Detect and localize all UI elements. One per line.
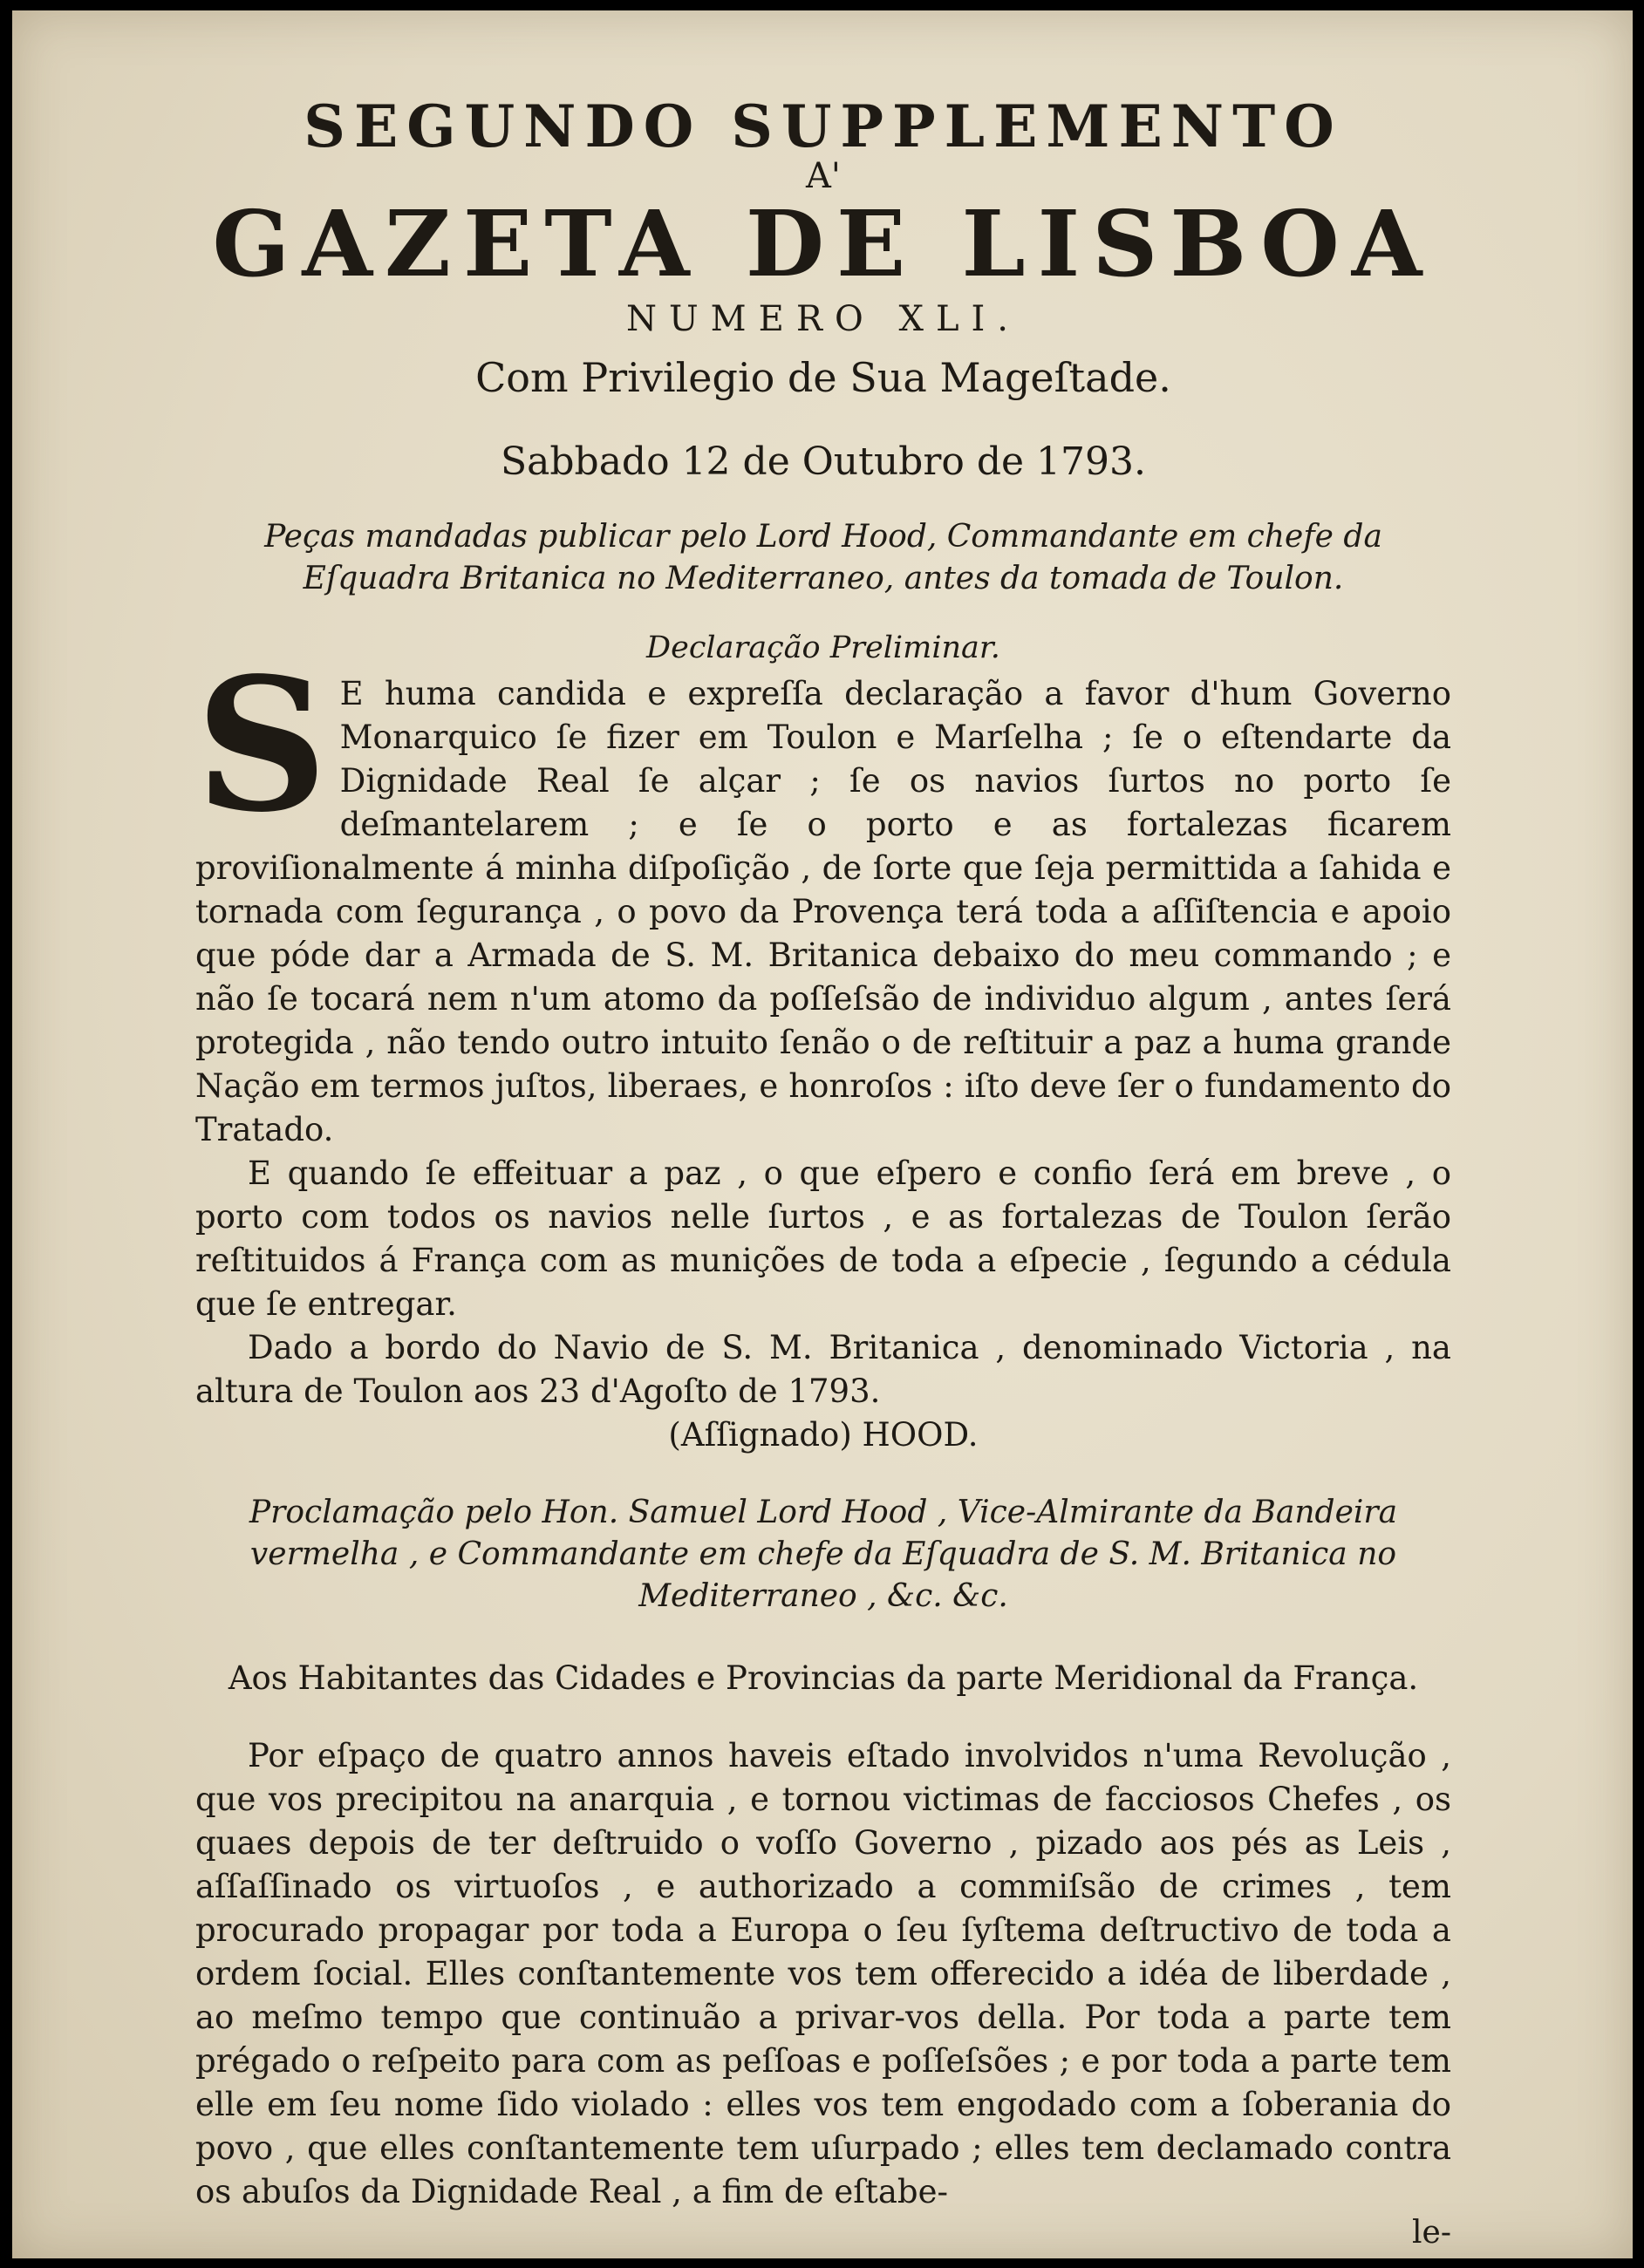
intro-heading: Peças mandadas publicar pelo Lord Hood, Commandante em chefe da Eſquadra Britanica no Mediterraneo, antes da tomada de Toulon. <box>264 519 1382 596</box>
masthead-privilege: Com Privilegio de Sua Mageſtade. <box>475 354 1171 401</box>
proclamation-paragraph: Por eſpaço de quatro annos haveis eſtado involvidos n'uma Revolução , que vos precipitou na anarquia , e tornou victimas de facciosos Chefes , os quaes depois de ter deſtruido o voſſo Governo , pizado aos pés as Leis , aſſaſſinado os virtuoſos , e authorizado a commiſsão de crimes , tem procurado propagar por toda a Europa o ſeu ſyſtema deſtructivo de toda a ordem ſocial. Elles conſtantemente vos tem offerecido a idéa de liberdade , ao meſmo tempo que continuão a privar-vos della. Por toda a parte tem prégado o reſpeito para com as peſſoas e poſſeſsões ; e por toda a parte tem elle em ſeu nome ſido violado : elles vos tem engodado com a ſoberania do povo , que elles conſtantemente tem uſurpado ; elles tem declamado contra os abuſos da Dignidade Real , a fim de eſtabe- <box>195 1737 1451 2210</box>
proclamation-body <box>195 1734 1451 2214</box>
masthead-supplement: SEGUNDO SUPPLEMENTO <box>304 92 1343 160</box>
catchword: le- <box>1412 2215 1451 2251</box>
signature-line: (Aſſignado) HOOD. <box>668 1416 979 1454</box>
page-content <box>195 89 1451 2252</box>
declaration-paragraph-1: E huma candida e expreſſa declaração a favor d'hum Governo Monarquico ſe fizer em Toulon e Marſelha ; ſe o eſtendarte da Dignidade Real ſe alçar ; ſe os navios ſurtos no porto ſe deſmantelarem ; e ſe o porto e as fortalezas ficarem proviſionalmente á minha diſpoſição , de ſorte que ſeja permittida a ſahida e tornada com ſegurança , o povo da Provença terá toda a aſſiſtencia e apoio que póde dar a Armada de S. M. Britanica debaixo do meu commando ; e não ſe tocará nem n'um atomo da poſſeſsão de individuo algum , antes ſerá protegida , não tendo outro intuito ſenão o de reſtituir a paz a huma grande Nação em termos juſtos, liberaes, e honroſos : iſto deve ſer o fundamento do Tratado. <box>195 675 1451 1148</box>
declaration-title: Declaração Preliminar. <box>646 630 1000 665</box>
declaration-paragraph-3: Dado a bordo do Navio de S. M. Britanica , denominado Victoria , na altura de Toulon aos 23 d'Agoſto de 1793. <box>195 1329 1451 1410</box>
proclamation-heading: Proclamação pelo Hon. Samuel Lord Hood , Vice-Almirante da Bandeira vermelha , e Commandante em chefe da Eſquadra de S. M. Britanica no Mediterraneo , &c. &c. <box>249 1495 1398 1614</box>
dateline: Sabbado 12 de Outubro de 1793. <box>500 439 1146 484</box>
newspaper-sheet <box>12 10 1633 2258</box>
masthead-a: A' <box>806 156 841 196</box>
address-heading: Aos Habitantes das Cidades e Provincias da parte Meridional da França. <box>228 1659 1419 1697</box>
masthead-title: GAZETA DE LISBOA <box>212 190 1435 297</box>
declaration-paragraph-2: E quando ſe effeituar a paz , o que eſpero e confio ſerá em breve , o porto com todos os navios nelle ſurtos , e as fortalezas de Toulon ſerão reſtituidos á França com as munições de toda a eſpecie , ſegundo a cédula que ſe entregar. <box>195 1154 1451 1323</box>
masthead-number: NUMERO XLI. <box>625 299 1021 339</box>
drop-cap: S <box>195 637 328 853</box>
